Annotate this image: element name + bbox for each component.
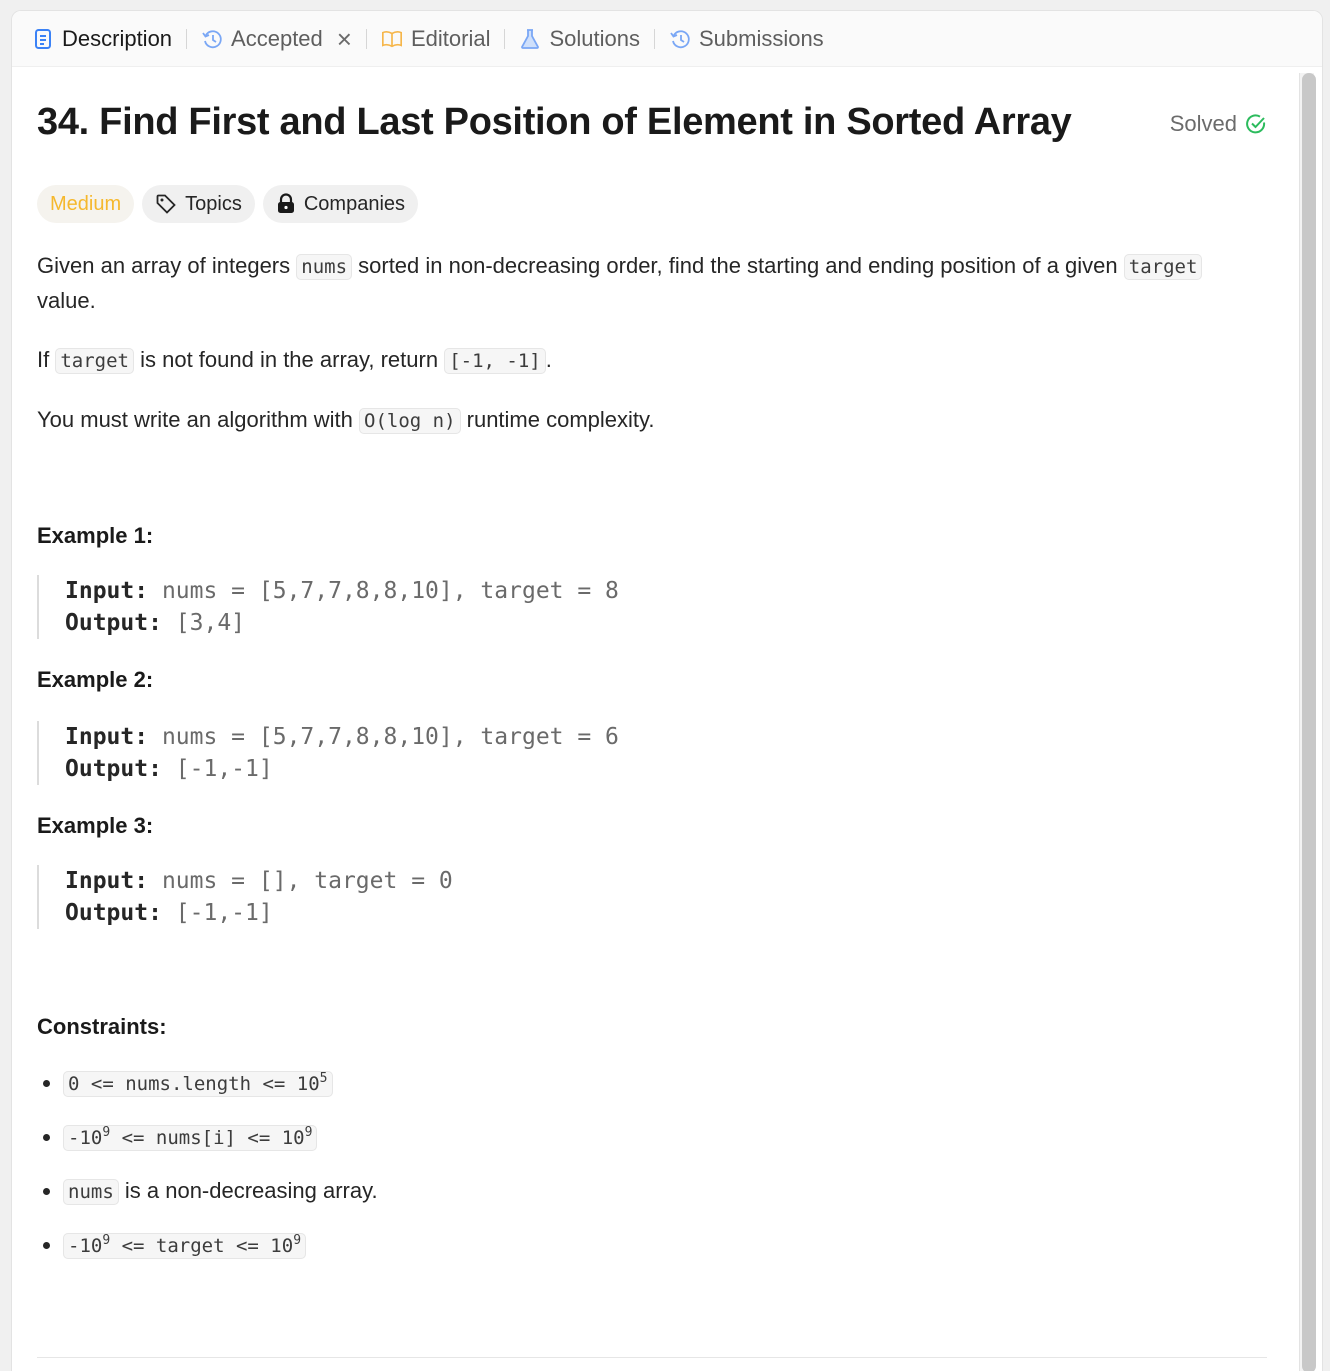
- tab-divider: [366, 29, 367, 49]
- scrollbar[interactable]: [1299, 73, 1314, 1371]
- inline-code: O(log n): [359, 408, 461, 434]
- scrollbar-thumb[interactable]: [1302, 73, 1316, 1371]
- tab-bar: [12, 11, 1322, 67]
- flask-icon: [519, 28, 541, 50]
- tag-chips: [37, 185, 1267, 223]
- topics-button[interactable]: [142, 185, 255, 223]
- tab-submissions-label: Submissions: [698, 25, 824, 51]
- tab-divider: [504, 29, 505, 49]
- solved-label: Solved: [1169, 111, 1237, 136]
- example-input: Input: nums = [5,7,7,8,8,10], target = 8: [65, 578, 619, 604]
- description-paragraph: If target is not found in the array, return [-1, -1] .: [37, 347, 552, 372]
- tab-solutions[interactable]: [519, 19, 640, 59]
- example-2-block: [37, 721, 1267, 785]
- inline-code: target: [1124, 254, 1203, 280]
- example-3-block: [37, 865, 1267, 929]
- tab-description[interactable]: [32, 19, 172, 59]
- example-1-title: Example 1:: [37, 523, 154, 548]
- tab-submissions[interactable]: [669, 19, 824, 59]
- tab-accepted[interactable]: [201, 19, 352, 59]
- inline-code: [-1, -1]: [444, 348, 546, 374]
- tag-icon: [155, 193, 177, 215]
- difficulty-badge: [37, 185, 134, 223]
- history-icon: [201, 28, 223, 50]
- example-output: Output: [-1,-1]: [65, 756, 273, 782]
- history-icon: [669, 28, 691, 50]
- description-paragraph: You must write an algorithm with O(log n) runtime complexity.: [37, 407, 655, 432]
- inline-code: nums: [296, 254, 352, 280]
- example-2-title: Example 2:: [37, 667, 154, 692]
- difficulty-label: Medium: [50, 192, 122, 215]
- problem-title[interactable]: 34. Find First and Last Position of Element in Sorted Array: [37, 101, 1072, 143]
- inline-code: $-10^9$ <= nums[i] <= $10^9$: [63, 1125, 317, 1151]
- inline-code: nums: [63, 1179, 119, 1205]
- lock-icon: [276, 193, 296, 215]
- section-divider: [37, 1357, 1267, 1358]
- constraints-title: Constraints:: [37, 1014, 167, 1039]
- constraints-list: [37, 1066, 1267, 1263]
- companies-button[interactable]: [263, 185, 418, 223]
- constraint-item: [63, 1228, 1267, 1263]
- check-circle-icon: [1245, 113, 1267, 135]
- document-icon: [32, 28, 54, 50]
- problem-content: [37, 67, 1267, 1282]
- inline-code: $-10^9$ <= target <= $10^9$: [63, 1233, 306, 1259]
- example-input: Input: nums = [], target = 0: [65, 868, 453, 894]
- book-icon: [381, 28, 403, 50]
- example-input: Input: nums = [5,7,7,8,8,10], target = 6: [65, 724, 619, 750]
- problem-panel: [11, 10, 1323, 1371]
- constraint-item: [63, 1066, 1267, 1101]
- constraint-item: • nums is a non-decreasing array.: [63, 1174, 1267, 1209]
- inline-code: target: [55, 348, 134, 374]
- tab-solutions-label: Solutions: [549, 25, 640, 51]
- constraint-item: [63, 1120, 1267, 1155]
- example-output: Output: [-1,-1]: [65, 900, 273, 926]
- example-3-title: Example 3:: [37, 813, 154, 838]
- example-1-block: [37, 575, 1267, 639]
- companies-label: Companies: [303, 192, 406, 215]
- tab-editorial-label: Editorial: [410, 25, 491, 51]
- topics-label: Topics: [185, 192, 242, 215]
- tab-divider: [186, 29, 187, 49]
- tab-accepted-label: Accepted: [231, 25, 323, 51]
- tab-description-label: Description: [62, 25, 173, 51]
- example-output: Output: [3,4]: [65, 610, 246, 636]
- solved-status: [1170, 111, 1267, 137]
- close-tab-icon[interactable]: ×: [336, 23, 352, 54]
- description-paragraph: Given an array of integers nums sorted in non-decreasing order, find the starting and ending position of a given target value.: [37, 249, 1267, 318]
- inline-code: 0 <= nums.length <= $10^5$: [63, 1071, 333, 1097]
- tab-divider: [654, 29, 655, 49]
- tab-editorial[interactable]: [381, 19, 490, 59]
- title-row: [37, 67, 1267, 185]
